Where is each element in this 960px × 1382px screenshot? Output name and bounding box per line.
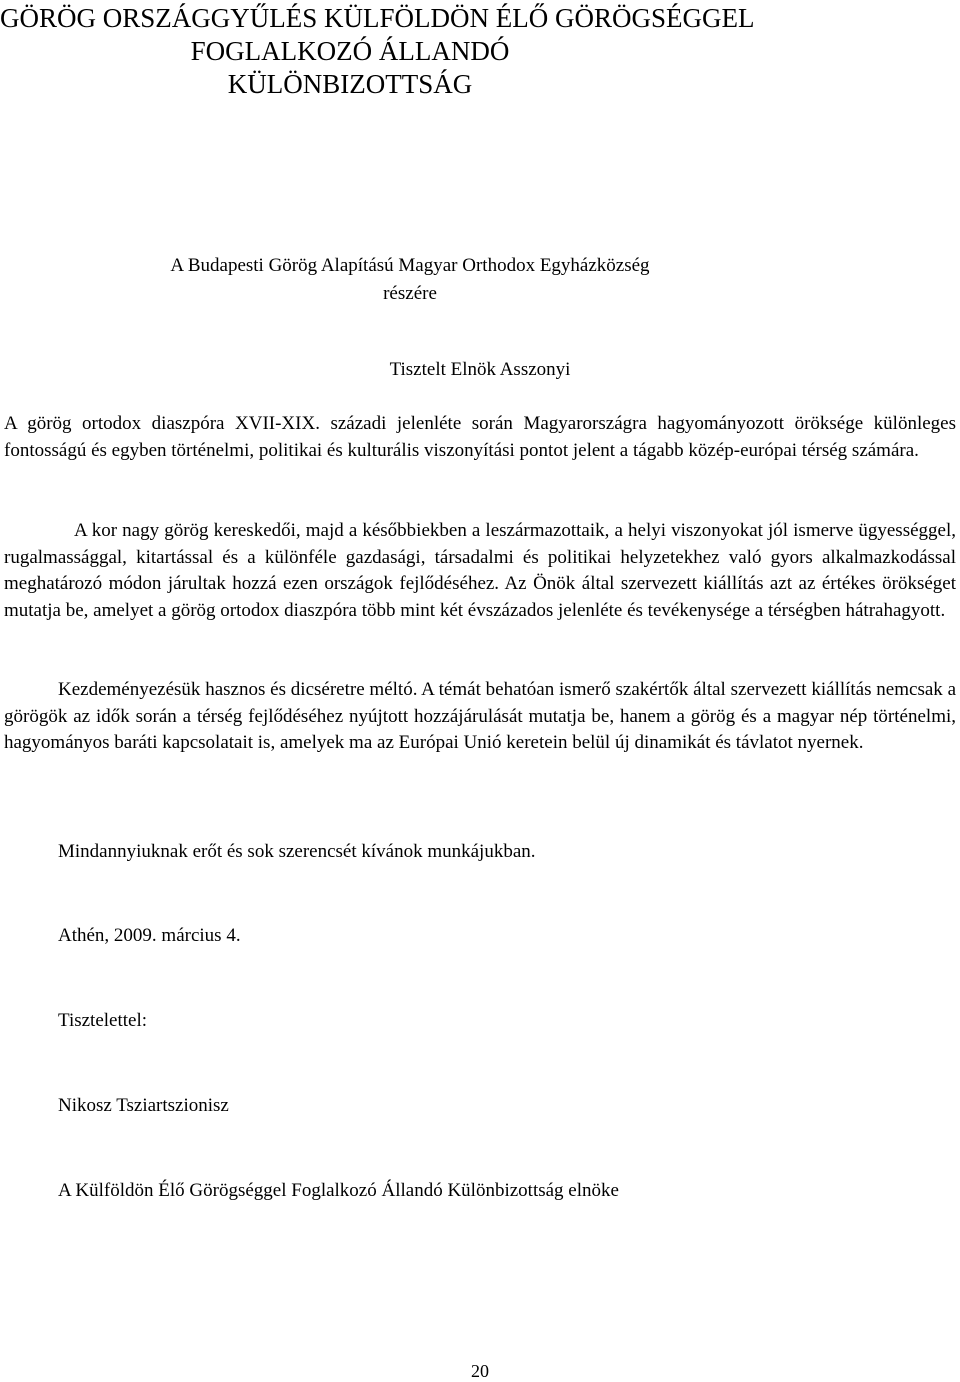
document-title [0,2,755,101]
title-line-2: FOGLALKOZÓ ÁLLANDÓ [190,36,510,66]
addressee-block [0,252,820,308]
title-line-1: GÖRÖG ORSZÁGGYŰLÉS KÜLFÖLDÖN ÉLŐ GÖRÖGSÉGGEL [0,3,755,33]
signer-title: A Külföldön Élő Görögséggel Foglalkozó Állandó Különbizottság elnöke [58,1180,619,1201]
paragraph-2: A kor nagy görög kereskedői, majd a későbbiekben a leszármazottaik, a helyi viszonyokat jól ismerve ügyességgel, rugalmassággal, kitartással és a különféle gazdasági, társadalmi és politikai helyzetekhez való gyors alkalmazkodással meghatározó módon járultak hozzá ezen országok fejlődéséhez. Az Önök által szervezett kiállítás azt az értékes örökséget mutatja be, amelyet a görög ortodox diaszpóra több mint két évszázados jelenléte és tevékenysége a térségben hátrahagyott. [4,520,956,621]
paragraph-3: Kezdeményezésük hasznos és dicséretre méltó. A témát behatóan ismerő szakértők által szervezett kiállítás nemcsak a görögök az idők során a térség fejlődéséhez nyújtott hozzájárulását mutatja be, hanem a görög és a magyar nép történelmi, hagyományos baráti kapcsolatait is, amelyek ma az Európai Unió keretein belül új dinamikát és távlatot nyernek. [4,679,956,753]
paragraph-1: A görög ortodox diaszpóra XVII-XIX. századi jelenléte során Magyarországra hagyományozott öröksége különleges fontosságú és egyben történelmi, politikai és kulturális viszonyítási pontot jelent a tágabb közép-európai térség számára. [4,413,956,461]
closing-wish: Mindannyiuknak erőt és sok szerencsét kívánok munkájukban. [58,841,536,862]
letter-date: Athén, 2009. március 4. [58,925,241,946]
addressee-line-2: részére [383,283,437,304]
closing-regards: Tisztelettel: [58,1010,148,1031]
title-line-3: KÜLÖNBIZOTTSÁG [227,69,473,99]
page-number: 20 [471,1361,489,1381]
salutation: Tisztelt Elnök Asszonyi [389,359,571,380]
signer-name: Nikosz Tsziartszionisz [58,1095,229,1116]
addressee-line-1: A Budapesti Görög Alapítású Magyar Orthodox Egyházközség [170,255,650,276]
